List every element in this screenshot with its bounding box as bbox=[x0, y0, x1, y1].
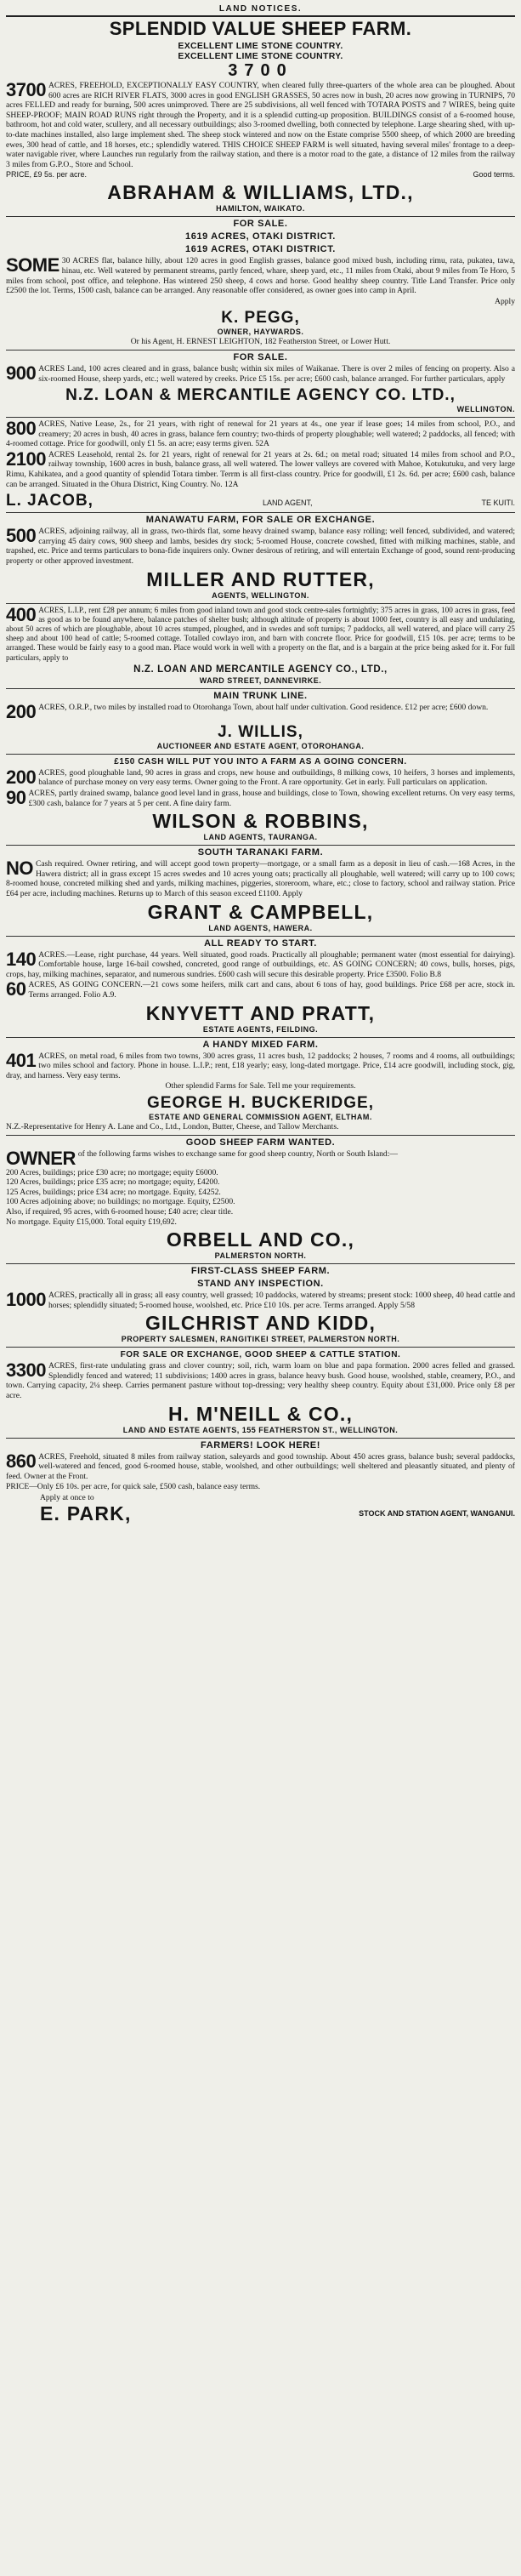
ad-body-text: ACRES.—Lease, right purchase, 44 years. Well situated, good roads. Practically all ploughable; permanent water (most essential for dairying). Comfortable house, large 16-bail cowshed, concreted, good range of outbuildings, etc. AS GOING CONCERN; 40 cows, bulls, horses, pigs, crops, hay, milking machines, separator, and numerous sundries. £600 cash will secure this desirable property. Price £3500. bbox=[6, 949, 515, 979]
agent-name: N.Z. LOAN AND MERCANTILE AGENCY CO., LTD., bbox=[133, 664, 388, 675]
ad-subtitle: EXCELLENT LIME STONE COUNTRY. bbox=[178, 51, 343, 61]
ad-body-text: ACRES Leasehold, rental 2s. for 21 years, right of renewal for 21 years at 2s. 6d.; on metal road; situated 14 miles from school and P.O., railway township, 1600 acres in bush, balance grass, all well watered. The lower valleys are covered with Mahoe, Kotukutuku, and very large Rimu, Kahikatea, and a good quantity of splendid Totara timber. Terrm is all first-class country. Price for goodwill, £1 2s. 6d. per acre; £600 cash, balance can be arranged. Situated in the Ohura District, King Country. bbox=[6, 449, 515, 489]
ad-banner: A HANDY MIXED FARM. bbox=[202, 1039, 319, 1050]
ad-park bbox=[6, 1440, 515, 1525]
ad-body-text: ACRES, adjoining railway, all in grass, two-thirds flat, some heavy drained swamp, balance easy rolling; well fenced, subdivided, and watered; carrying 45 dairy cows, 900 sheep and lambs, besides dry stock; 5-roomed House, concrete cowshed, fitted with milking machines, stable, and trapshed, etc. Price and terms particulars to bona-fide inquirers only. Owner desirous of retiring, and will entertain Exchange of good, sound rent-producing property or other approved investment. bbox=[6, 527, 515, 567]
ad-body-text: ACRES, L.I.P., rent £28 per annum; 6 miles from good inland town and good stock centre-sales fortnightly; 375 acres in grass, 100 acres in grass, feed as good as to be found anywhere, balance patches of shelter bush; although altitude of property is about 1000 feet, country is all easy and undulating, about 50 acres of which are ploughable, about 10 acres stumped, ploughed, and in swedes and soft turnips; 7 paddocks, all well watered, and place will carry 25 sheep and about 100 head of cattle; 5-roomed cottage. Totalled cowlayo iron, and barn with concrete floor. Price for goodwill, £15 10s. per acre; terms to be arranged. These would be fairly easy to a good man. Place would work in well with a property on the flat, and is a bargain at the price being asked for it. For full particulars, apply to bbox=[6, 605, 515, 662]
ad-body bbox=[6, 789, 515, 808]
agent-address: ESTATE AND GENERAL COMMISSION AGENT, ELTHAM. bbox=[149, 1112, 372, 1121]
ad-terms: Good terms. bbox=[473, 170, 515, 180]
ad-body bbox=[6, 1361, 515, 1400]
divider bbox=[6, 216, 515, 217]
ad-price: PRICE, £9 5s. per acre. bbox=[6, 170, 88, 180]
ad-banner: FOR SALE OR EXCHANGE, GOOD SHEEP & CATTLE STATION. bbox=[120, 1350, 401, 1360]
agent-address: TE KUITI. bbox=[481, 499, 515, 508]
agent-address: LAND AND ESTATE AGENTS, 155 FEATHERSTON ST., WELLINGTON. bbox=[122, 1425, 399, 1434]
ad-lead-number: 860 bbox=[6, 1450, 37, 1472]
ad-orbell bbox=[6, 1137, 515, 1262]
ad-reference: Folio B.8 bbox=[410, 969, 442, 979]
list-item: Also, if required, 95 acres, with 6-roomed house; £40 acre; clear title. bbox=[6, 1206, 234, 1217]
divider bbox=[6, 688, 515, 689]
ad-buckeridge bbox=[6, 1040, 515, 1132]
ad-lead-number: 3300 bbox=[6, 1359, 46, 1382]
ad-lead-number: 60 bbox=[6, 978, 26, 1000]
ad-reference: 52A bbox=[255, 439, 269, 449]
list-item: 125 Acres, buildings; price £34 acre; no mortgage. Equity, £4252. bbox=[6, 1187, 221, 1197]
ad-gilchrist-kidd bbox=[6, 1266, 515, 1344]
divider bbox=[6, 845, 515, 846]
ad-mcneill bbox=[6, 1349, 515, 1434]
ad-lead-number: 900 bbox=[6, 362, 37, 384]
divider bbox=[6, 15, 515, 17]
agent-address: ESTATE AGENTS, FEILDING. bbox=[202, 1024, 319, 1034]
ad-body-text: ACRES, AS GOING CONCERN.—21 cows some heifers, milk cart and cans, about 6 tons of hay, good buildings. Price £68 per acre, stock in. Terms arranged. bbox=[28, 980, 515, 1000]
ad-body bbox=[6, 81, 515, 169]
page-heading: LAND NOTICES. bbox=[218, 4, 303, 14]
ad-note: Other splendid Farms for Sale. Tell me your requirements. bbox=[165, 1081, 356, 1091]
agent-name: J. WILLIS, bbox=[218, 722, 303, 741]
ad-body bbox=[6, 364, 515, 384]
divider bbox=[6, 512, 515, 513]
price-row bbox=[6, 170, 515, 180]
agent-name: K. PEGG, bbox=[221, 309, 300, 328]
ad-title: SPLENDID VALUE SHEEP FARM. bbox=[109, 18, 412, 39]
ad-body bbox=[6, 700, 515, 722]
ad-banner: STAND ANY INSPECTION. bbox=[197, 1279, 324, 1290]
agent-note: Or his Agent, H. ERNEST LEIGHTON, 182 Featherston Street, or Lower Hutt. bbox=[130, 337, 391, 347]
agent-note: N.Z.-Representative for Henry A. Lane and Co., Ltd., London, Butter, Cheese, and Tallow Merchants. bbox=[6, 1121, 339, 1131]
ad-jacob bbox=[6, 419, 515, 510]
ad-lead-number: 400 bbox=[6, 603, 37, 625]
list-item: 200 Acres, buildings; price £30 acre; no mortgage; equity £6000. bbox=[6, 1167, 218, 1177]
ad-body bbox=[6, 950, 515, 980]
agent-address: HAMILTON, WAIKATO. bbox=[216, 204, 305, 214]
ad-banner: GOOD SHEEP FARM WANTED. bbox=[185, 1137, 336, 1148]
ad-reference: No. 12A bbox=[210, 479, 239, 489]
ad-body-text: ACRES, good ploughable land, 90 acres in grass and crops, new house and outbuildings, 8 milking cows, 10 heifers, 3 horses and implements, balance of purchase money on very easy terms. Owner going to the Front. A rare opportunity. Get in early. Full particulars on application. bbox=[38, 767, 515, 788]
divider bbox=[6, 936, 515, 937]
apply-label: Apply bbox=[495, 296, 515, 306]
agent-address: WELLINGTON. bbox=[456, 405, 515, 414]
agent-name: L. JACOB, bbox=[6, 492, 93, 510]
ad-banner: £150 CASH WILL PUT YOU INTO A FARM AS A GOING CONCERN. bbox=[114, 756, 407, 767]
agent-address: PALMERSTON NORTH. bbox=[214, 1251, 307, 1261]
ad-body-text: of the following farms wishes to exchange same for good sheep country, North or South Island:— bbox=[77, 1148, 398, 1159]
agent-address: WARD STREET, DANNEVIRKE. bbox=[199, 675, 322, 685]
agent-name: MILLER AND RUTTER, bbox=[146, 567, 375, 590]
ad-lead-number: 1000 bbox=[6, 1289, 46, 1311]
ad-body bbox=[6, 419, 515, 449]
ad-banner: FOR SALE. bbox=[233, 351, 288, 362]
ad-lead-word: NO bbox=[6, 858, 33, 880]
ad-banner: 1619 ACRES, OTAKI DISTRICT. bbox=[185, 231, 336, 242]
ad-body bbox=[6, 527, 515, 566]
ad-lead-number: 800 bbox=[6, 418, 37, 440]
agent-name: N.Z. LOAN & MERCANTILE AGENCY CO. LTD., bbox=[65, 386, 456, 405]
divider bbox=[6, 603, 515, 604]
ad-banner: FIRST-CLASS SHEEP FARM. bbox=[190, 1266, 331, 1277]
ad-body bbox=[6, 1149, 515, 1167]
agent-name: E. PARK, bbox=[40, 1502, 132, 1525]
divider bbox=[6, 417, 515, 418]
ad-body-text: ACRES Land, 100 acres cleared and in grass, balance bush; within six miles of Waikanae. There is over 2 miles of fencing on property. Also a six-roomed House, sheep yards, etc.; well watered by creeks. Price £5 15s. per acre; £600 cash, balance arranged. For further particulars, apply bbox=[38, 363, 515, 384]
ad-lead-number: 3700 bbox=[6, 79, 46, 100]
ad-lead-number: 140 bbox=[6, 948, 37, 970]
ad-lead-number: 500 bbox=[6, 525, 37, 547]
farm-list bbox=[6, 1168, 515, 1228]
ad-body bbox=[6, 256, 515, 295]
ad-nz-loan-dannevirke bbox=[6, 603, 515, 686]
agent-role: LAND AGENT, bbox=[262, 499, 313, 508]
ad-lead-word: SOME bbox=[6, 254, 59, 276]
agent-name: GEORGE H. BUCKERIDGE, bbox=[147, 1093, 374, 1112]
ad-banner: SOUTH TARANAKI FARM. bbox=[197, 847, 324, 858]
agent-address: LAND AGENTS, TAURANGA. bbox=[203, 833, 318, 842]
ad-body bbox=[6, 447, 515, 489]
apply-label: Apply at once to bbox=[40, 1493, 94, 1503]
divider bbox=[6, 1263, 515, 1264]
agent-address: LAND AGENTS, HAWERA. bbox=[208, 923, 313, 932]
ad-reference: 5/58 bbox=[399, 1300, 416, 1310]
ad-body bbox=[6, 1452, 515, 1482]
list-item: 120 Acres, buildings; price £35 acre; no mortgage; equity, £4200. bbox=[6, 1177, 220, 1188]
ad-figure: 3700 bbox=[228, 61, 293, 80]
ad-nz-loan-waikanae bbox=[6, 352, 515, 414]
divider bbox=[6, 1438, 515, 1439]
agent-address: AGENTS, WELLINGTON. bbox=[212, 590, 309, 600]
ad-body-text: ACRES, first-rate undulating grass and clover country; soil, rich, warm loam on blue and papa formation. 2000 acres felled and grassed. Splendidly fenced and watered; 11 subdivisions; 1400 acres in grass, balance heavy bush. Good house, woolshed, stable, creamery, P.O., and town. Carrying capacity, 2¼ sheep. Carries permanent pasture without top-dressing; very healthy sheep country. Equity about £31,000. Price only £8 per acre. bbox=[6, 1361, 515, 1401]
ad-body-text: 30 ACRES flat, balance hilly, about 120 acres in good English grasses, balance good mixed bush, including rimu, rata, pukatea, tawa, hinau, etc. Well watered by permanent streams, partly fenced, whare, sheep yard, etc., 11 miles from Otaki, about 9 miles from Te Horo, 5 miles from school, post office, and telephone. Has wintered 250 sheep, 4 cows and horse. Good healthy sheep country. Title Land Transfer. Price only £2500 the lot. Terms, 1500 cash, balance can be arranged. Any reasonable offer considered, as owner goes into camp in April. bbox=[6, 256, 515, 296]
ad-willis bbox=[6, 691, 515, 751]
ad-lead-number: 401 bbox=[6, 1049, 37, 1071]
ad-body-text: ACRES, Native Lease, 2s., for 21 years, with right of renewal for 21 years at 4s., one year if lease goes; 14 miles from school, P.O., and creamery; 20 acres in bush, 40 acres in grass, balance fern country; two-thirds of property ploughable; well watered; 2 paddocks, all fenced; with 4-roomed cottage. Price for goodwill, only £1 5s. an acre; easy terms given. bbox=[6, 419, 515, 449]
agent-name: KNYVETT AND PRATT, bbox=[145, 1001, 376, 1024]
ad-subtitle: EXCELLENT LIME STONE COUNTRY. bbox=[178, 41, 343, 51]
ad-reference: Folio A.9. bbox=[83, 989, 116, 1000]
ad-body-text: ACRES, Freehold, situated 8 miles from railway station, saleyards and good township. About 450 acres grass, balance bush; several paddocks, well-watered and fenced, good 6-roomed house, stable, woolshed, and other outbuildings; well sheltered and pleasantly situated, and plenty of feed. Owner at the Front. bbox=[6, 1451, 515, 1481]
ad-miller-rutter bbox=[6, 515, 515, 600]
agent-name: GILCHRIST AND KIDD, bbox=[144, 1312, 377, 1335]
ad-lead-number: 200 bbox=[6, 700, 37, 722]
ad-lead-number: 2100 bbox=[6, 447, 46, 470]
ad-abraham-williams bbox=[6, 19, 515, 214]
ad-body-text: ACRES, on metal road, 6 miles from two towns, 300 acres grass, 11 acres bush, 12 paddocks; 2 houses, 7 rooms and 4 rooms, all outbuildings; two miles school and factory. Phone in house. L.I.P.; rent, £18 yearly; easy, long-dated mortgage. Price, £14 acre goodwill, including stock, gig, dray, and harness. Very easy terms. bbox=[6, 1051, 515, 1080]
ad-grant-campbell bbox=[6, 847, 515, 932]
divider bbox=[6, 1135, 515, 1136]
ad-banner: 1619 ACRES, OTAKI DISTRICT. bbox=[185, 244, 336, 255]
ad-wilson-robbins bbox=[6, 756, 515, 842]
ad-body-text: ACRES, partly drained swamp, balance good level land in grass, house and buildings, close to Town, showing excellent returns. On very easy terms, £300 cash, balance for 7 years at 5 per cent. A fine dairy farm. bbox=[28, 789, 515, 808]
ad-banner: ALL READY TO START. bbox=[204, 938, 317, 949]
ad-banner: FARMERS! LOOK HERE! bbox=[201, 1439, 320, 1450]
divider bbox=[6, 1037, 515, 1038]
ad-lead-number: 200 bbox=[6, 766, 37, 788]
agent-name: WILSON & ROBBINS, bbox=[152, 810, 369, 833]
ad-pegg bbox=[6, 219, 515, 347]
ad-knyvett-pratt bbox=[6, 938, 515, 1034]
agent-row bbox=[6, 1503, 515, 1525]
ad-body bbox=[6, 603, 515, 663]
ad-body bbox=[6, 1051, 515, 1081]
ad-lead-number: 90 bbox=[6, 787, 26, 809]
agent-name: GRANT & CAMPBELL, bbox=[147, 900, 374, 923]
agent-address: AUCTIONEER AND ESTATE AGENT, OTOROHANGA. bbox=[156, 741, 365, 750]
agent-address: OWNER, HAYWARDS. bbox=[217, 328, 304, 337]
agent-name: ORBELL AND CO., bbox=[166, 1228, 355, 1251]
ad-banner: MAIN TRUNK LINE. bbox=[213, 690, 308, 701]
agent-row bbox=[6, 490, 515, 510]
divider bbox=[6, 1347, 515, 1348]
ad-body bbox=[6, 859, 515, 898]
ad-body bbox=[6, 980, 515, 1000]
list-item: 100 Acres adjoining above; no buildings; no mortgage. Equity, £2500. bbox=[6, 1197, 235, 1207]
ad-body-text: Cash required. Owner retiring, and will accept good town property—mortgage, or a small farm as a deposit in lieu of cash.—168 Acres, in the Hawera district; all in grass except 15 acres swedes and 10 acres young oats; practically all ploughable, well watered; will carry up to 100 cows; 8-roomed house, concreted milking shed and yards, milking machines, piggeries, storeroom, whare, etc.; close to factory, school and railway station. Price £64 per acre, including machines. Returns up to March of this season exceed £1100. Apply bbox=[6, 859, 515, 898]
agent-address: STOCK AND STATION AGENT, WANGANUI. bbox=[359, 1508, 515, 1518]
ad-body-text: ACRES, practically all in grass; all easy country, well grassed; 10 paddocks, watered by streams; present stock: 1000 sheep, 40 head cattle and horses; splendidly situated; 5-roomed house, woolshed, etc. Price £10 10s. per acre. Terms arranged. Apply bbox=[48, 1291, 515, 1310]
ad-body bbox=[6, 1291, 515, 1310]
ad-body-text: ACRES, FREEHOLD, EXCEPTIONALLY EASY COUNTRY, when cleared fully three-quarters of the whole area can be ploughed. About 600 acres are RICH RIVER FLATS, 3000 acres in good ENGLISH GRASSES, 50 acres now in bush, 20 acres now growing in TURNIPS, 70 acres FELLED and ready for burning, 500 acres unimproved. There are 25 subdivisions, all well fenced with TOTARA POSTS and 7 WIRES, being quite SHEEP-PROOF; MAIN ROAD RUNS right through the Property, and it is a splendid cutting-up proposition. BUILDINGS consist of a 6-roomed house, bathroom, hot and cold water, scullery, and all necessary outbuildings; also 3-roomed dwelling, both connected by telephone. Large shearing shed, with up-to-date machines installed, also large implement shed. The sheep stock wintered and now on the Estate comprise 5500 sheep, of which 2000 are breeding ewes, 300 head of cattle, and 18 horses, etc.; splendidly watered. THIS CHOICE SHEEP FARM is well situated, having several miles' frontage to a deep-water navigable river, where Launches run regularly from the railway station, and there is a motor road to the gate, a distance of 12 miles from the railway 3 miles from G.P.O., Store and School. bbox=[6, 81, 515, 169]
ad-body bbox=[6, 768, 515, 788]
agent-name: H. M'NEILL & CO., bbox=[167, 1402, 354, 1425]
divider bbox=[6, 754, 515, 755]
agent-address: PROPERTY SALESMEN, RANGITIKEI STREET, PALMERSTON NORTH. bbox=[121, 1335, 400, 1344]
agent-name: ABRAHAM & WILLIAMS, LTD., bbox=[107, 181, 414, 204]
ad-banner: MANAWATU FARM, FOR SALE OR EXCHANGE. bbox=[145, 515, 376, 526]
ad-banner: FOR SALE. bbox=[233, 219, 288, 230]
equity-note: No mortgage. Equity £15,000. Total equity £19,692. bbox=[6, 1217, 177, 1227]
ad-lead-word: OWNER bbox=[6, 1147, 76, 1169]
ad-price: PRICE—Only £6 10s. per acre, for quick sale, £500 cash, balance easy terms. bbox=[6, 1482, 261, 1492]
ad-body-text: ACRES, O.R.P., two miles by installed road to Otorohanga Town, about half under cultivation. Good residence. £12 per acre; £600 down. bbox=[38, 702, 489, 712]
